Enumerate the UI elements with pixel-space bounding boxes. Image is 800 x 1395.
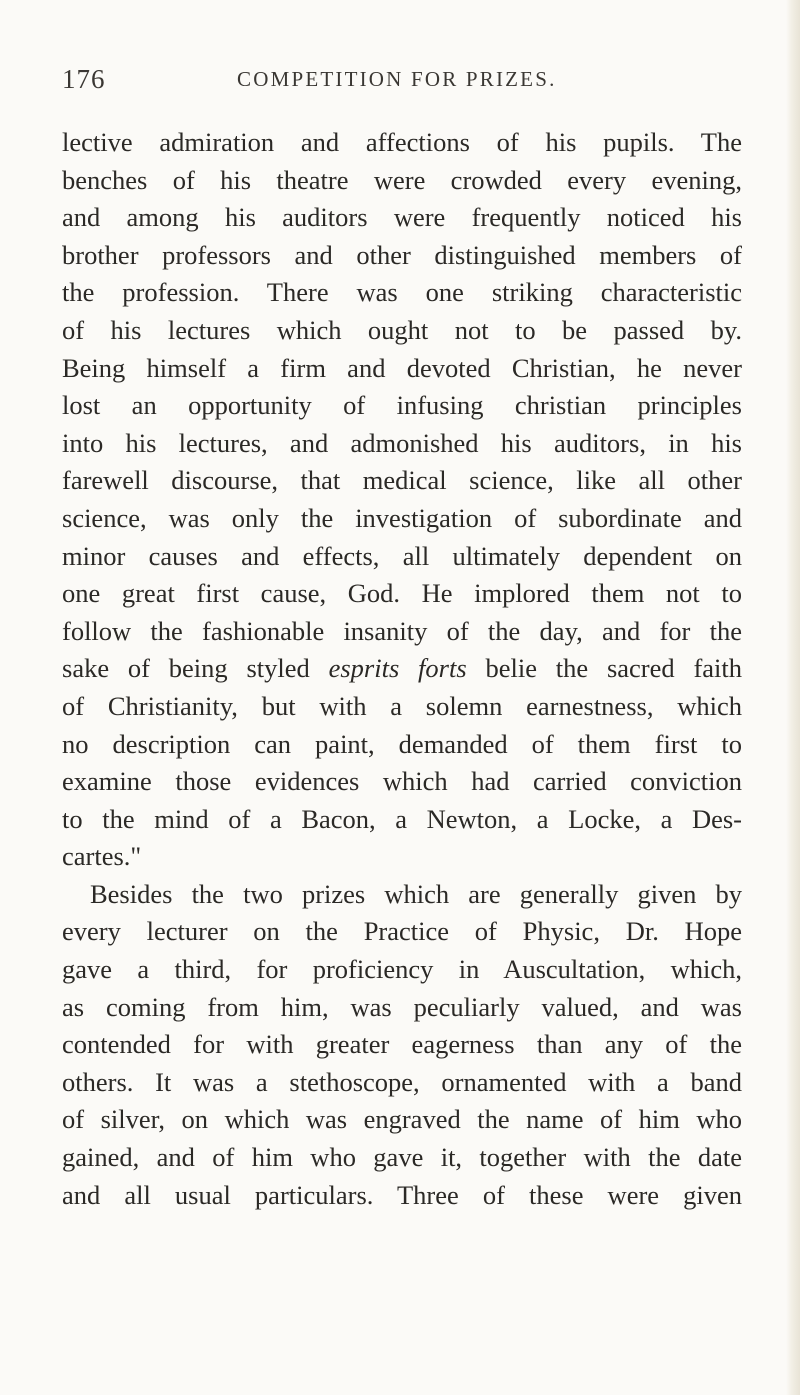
text-line: the profession. There was one striking characteristic (62, 277, 742, 308)
text-line: science, was only the investigation of subordinate and (62, 502, 742, 533)
text-line: of silver, on which was engraved the name of him who (62, 1104, 742, 1135)
page-header (62, 64, 742, 100)
text-line: and all usual particulars. Three of these were given (62, 1179, 742, 1210)
text-line: gave a third, for proficiency in Auscultation, which, (62, 954, 742, 985)
text-line: lective admiration and affections of his pupils. The (62, 127, 742, 157)
text-line: gained, and of him who gave it, together with the date (62, 1142, 742, 1173)
text-line: Being himself a firm and devoted Christian, he never (62, 352, 742, 383)
page-number: 176 (62, 64, 106, 94)
text-line: benches of his theatre were crowded every evening, (62, 164, 742, 195)
text-line: minor causes and effects, all ultimately dependent on (62, 540, 742, 571)
text-line: farewell discourse, that medical science, like all other (62, 465, 742, 496)
text-line: examine those evidences which had carried conviction (62, 766, 742, 797)
body-text (62, 124, 742, 1214)
text-line: to the mind of a Bacon, a Newton, a Locke, a Des- (62, 803, 742, 834)
text-line: as coming from him, was peculiarly valued, and was (62, 991, 742, 1022)
text-line: no description can paint, demanded of them first to (62, 728, 742, 759)
page-edge-shadow (786, 0, 800, 1395)
text-segment: sake of being styled (62, 653, 329, 684)
running-head: COMPETITION FOR PRIZES. (237, 67, 557, 91)
italic-phrase: esprits forts (328, 653, 467, 684)
text-line: into his lectures, and admonished his auditors, in his (62, 427, 742, 458)
text-line: of his lectures which ought not to be passed by. (62, 314, 742, 345)
text-line-with-italic (62, 650, 742, 688)
text-segment: belie the sacred faith (466, 653, 743, 684)
text-line: and among his auditors were frequently noticed his (62, 202, 742, 233)
text-line: Besides the two prizes which are generally given by (90, 878, 742, 909)
text-line: lost an opportunity of infusing christian principles (62, 390, 742, 421)
text-line: one great first cause, God. He implored them not to (62, 578, 742, 609)
text-line: brother professors and other distinguished members of (62, 239, 742, 270)
text-line: others. It was a stethoscope, ornamented with a band (62, 1066, 742, 1097)
text-line: contended for with greater eagerness than any of the (62, 1029, 742, 1060)
text-line: every lecturer on the Practice of Physic, Dr. Hope (62, 916, 742, 947)
text-line: cartes." (62, 841, 142, 872)
text-line: follow the fashionable insanity of the day, and for the (62, 615, 742, 646)
text-line: of Christianity, but with a solemn earnestness, which (62, 690, 742, 721)
